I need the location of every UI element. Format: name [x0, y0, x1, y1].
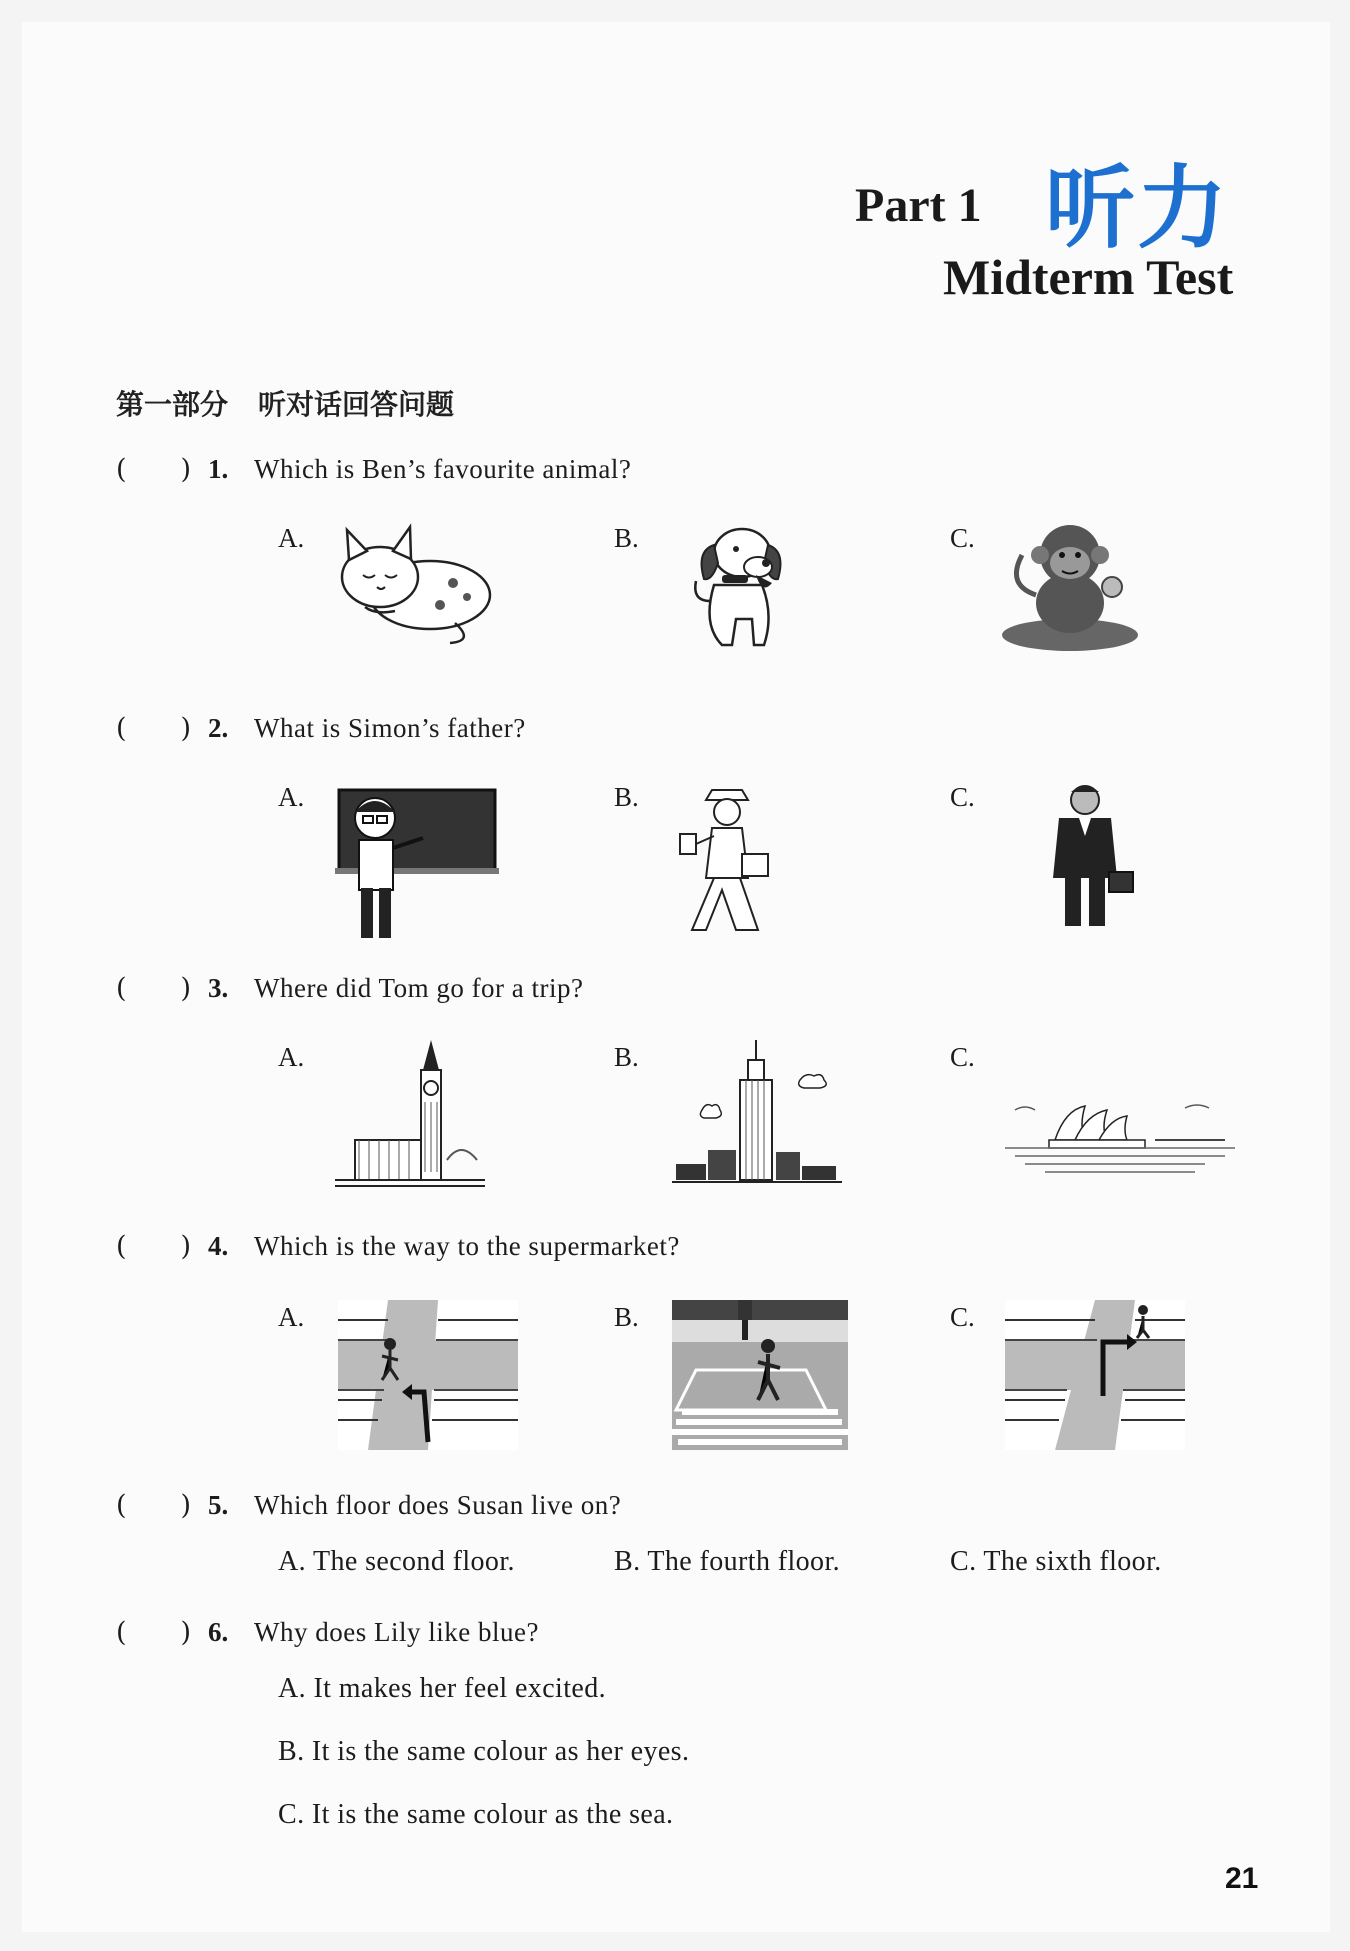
page-number: 21	[1225, 1862, 1259, 1895]
question-number: 5.	[208, 1490, 229, 1520]
option-text: The fourth floor.	[647, 1546, 841, 1577]
zebra-crossing-icon[interactable]	[672, 1300, 848, 1450]
option-label: B.	[278, 1736, 305, 1767]
option-label: C.	[278, 1799, 305, 1830]
big-ben-icon[interactable]	[335, 1040, 485, 1190]
sleeping-cat-icon[interactable]	[335, 515, 495, 645]
option-label: A.	[278, 1302, 305, 1332]
option-text: It makes her feel excited.	[313, 1673, 607, 1704]
sydney-opera-house-icon[interactable]	[1005, 1090, 1235, 1180]
option-label: B.	[614, 1042, 639, 1072]
answer-blank[interactable]: ( )	[116, 1231, 192, 1262]
question-number: 3.	[208, 973, 229, 1003]
option-label: C.	[950, 782, 975, 812]
question-4	[116, 1224, 680, 1263]
question-text: Where did Tom go for a trip?	[254, 973, 584, 1003]
dog-icon[interactable]	[672, 515, 812, 655]
question-6	[116, 1610, 539, 1649]
part-label: Part 1	[855, 179, 982, 232]
option-b[interactable]	[614, 1546, 840, 1578]
businessman-icon[interactable]	[1045, 782, 1135, 932]
turn-right-map-icon[interactable]	[1005, 1300, 1185, 1450]
chinese-title: 听力	[1045, 156, 1229, 261]
question-text: Which floor does Susan live on?	[254, 1490, 622, 1520]
option-a[interactable]	[278, 1546, 515, 1578]
question-text: Which is the way to the supermarket?	[254, 1231, 680, 1261]
option-label: C.	[950, 1042, 975, 1072]
question-3	[116, 966, 584, 1005]
question-text: What is Simon’s father?	[254, 713, 526, 743]
option-c[interactable]	[278, 1799, 673, 1831]
section-heading	[116, 383, 454, 423]
question-5	[116, 1483, 621, 1522]
question-number: 4.	[208, 1231, 229, 1261]
question-1	[116, 447, 631, 486]
question-number: 1.	[208, 454, 229, 484]
option-label: B.	[614, 782, 639, 812]
option-label: A.	[278, 523, 305, 553]
empire-state-icon[interactable]	[672, 1040, 842, 1190]
answer-blank[interactable]: ( )	[116, 1617, 192, 1648]
question-text: Which is Ben’s favourite animal?	[254, 454, 632, 484]
option-b[interactable]	[278, 1736, 689, 1768]
option-c[interactable]	[950, 1546, 1162, 1578]
option-label: A.	[278, 782, 305, 812]
section-label: 第一部分	[116, 388, 229, 421]
option-a[interactable]	[278, 1673, 606, 1705]
option-label: B.	[614, 523, 639, 553]
question-number: 2.	[208, 713, 229, 743]
option-label: C.	[950, 523, 975, 553]
question-number: 6.	[208, 1617, 229, 1647]
question-2	[116, 706, 526, 745]
teacher-icon[interactable]	[333, 782, 499, 942]
option-label: C.	[950, 1546, 977, 1577]
option-label: C.	[950, 1302, 975, 1332]
option-label: A.	[278, 1042, 305, 1072]
option-label: A.	[278, 1546, 307, 1577]
answer-blank[interactable]: ( )	[116, 1490, 192, 1521]
option-label: B.	[614, 1546, 641, 1577]
option-text: The sixth floor.	[983, 1546, 1162, 1577]
monkey-icon[interactable]	[1000, 515, 1140, 655]
option-text: It is the same colour as her eyes.	[311, 1736, 690, 1767]
answer-blank[interactable]: ( )	[116, 713, 192, 744]
option-text: The second floor.	[312, 1546, 515, 1577]
option-label: A.	[278, 1673, 307, 1704]
postman-icon[interactable]	[672, 782, 782, 942]
answer-blank[interactable]: ( )	[116, 973, 192, 1004]
answer-blank[interactable]: ( )	[116, 454, 192, 485]
section-title: 听对话回答问题	[258, 388, 455, 421]
question-text: Why does Lily like blue?	[254, 1617, 539, 1647]
option-text: It is the same colour as the sea.	[311, 1799, 674, 1830]
option-label: B.	[614, 1302, 639, 1332]
test-title: Midterm Test	[943, 249, 1234, 305]
turn-left-map-icon[interactable]	[338, 1300, 518, 1450]
